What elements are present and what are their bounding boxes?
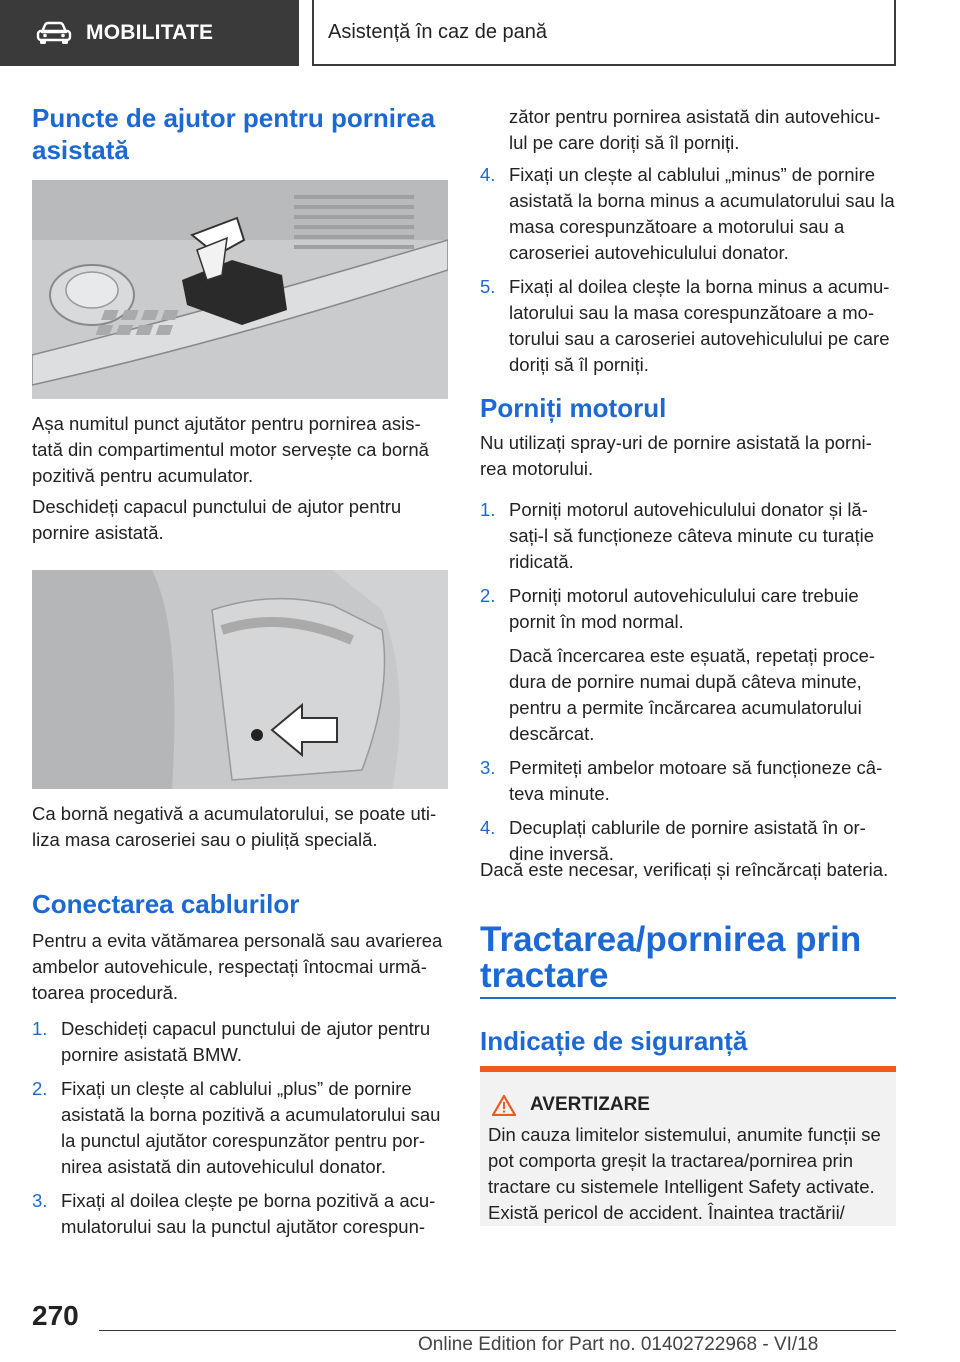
car-icon [36,21,72,45]
footer-edition: Online Edition for Part no. 01402722968 - VI/18 [418,1334,819,1355]
image1-caption: Așa numitul punct ajutător pentru pornirea asis‐tată din compartimentul motor servește ca bornă pozitivă pentru acumulator. [32,413,429,486]
start-steps-list [480,497,896,867]
engine-compartment-image [32,180,448,399]
ground-point-image [32,570,448,789]
heading-start-engine: Porniți motorul [480,393,667,423]
list-item: 5. Fixați al doilea clește la borna minus a acumu‐latorului sau la masa corespunzătoare a mo‐torului sau a caroseriei autovehiculului pe care doriți să îl porniți. [480,276,890,375]
open-cover-text: Deschideți capacul punctului de ajutor pentru pornire asistată. [32,496,402,543]
list-item: 2. Porniți motorul autovehiculului care trebuie pornit în mod normal. Dacă încercarea este eșuată, repetați proce‐dura de pornire numai după câteva minute, pentru a permite încărcarea acumulatorului descărcat. [480,583,896,747]
list-item: 3. Permiteți ambelor motoare să funcționeze câ‐teva minute. [480,757,883,804]
retry-note: Dacă încercarea este eșuată, repetați proce‐dura de pornire numai după câteva minute, pentru a permite încărcarea acumulatorului descărcat. [509,645,876,744]
chapter-tab[interactable] [312,0,896,66]
step3-continued: zător pentru pornirea asistată din autovehicu‐lul pe care doriți să îl porniți. [509,106,881,153]
connect-steps-list [32,1016,448,1240]
connect-intro: Pentru a evita vătămarea personală sau avarierea ambelor autovehicule, respectați întocmai urmă‐toarea procedură. [32,930,443,1003]
list-item: 2. Fixați un clește al cablului „plus” de pornire asistată la borna pozitivă a acumulatorului sau la punctul ajutător corespunzător pentru por‐nirea asistată din autovehiculul donator. [32,1078,441,1177]
heading-connect-cables: Conectarea cablurilor [32,889,300,919]
list-item: 3. Fixați al doilea clește pe borna pozitivă a acu‐mulatorului sau la punctul ajutător corespun‐ [32,1190,436,1237]
heading-jump-points: Puncte de ajutor pentru pornirea asistată [32,103,436,165]
image2-caption: Ca bornă negativă a acumulatorului, se poate uti‐liza masa caroseriei sau o piuliță specială. [32,803,437,850]
battery-note: Dacă este necesar, verificați și reîncărcați bateria. [480,859,889,880]
list-item: 1. Deschideți capacul punctului de ajutor pentru pornire asistată BMW. [32,1018,431,1065]
warning-triangle-icon [492,1094,516,1116]
page-number: 270 [32,1300,79,1331]
warning-box [480,1066,896,1226]
section-title: MOBILITATE [86,21,214,44]
warning-title-row [488,1094,888,1116]
list-item: 4. Decuplați cablurile de pornire asistată în or‐dine inversă. [480,817,866,864]
warning-title: AVERTIZARE [530,1094,650,1115]
connect-steps-list-cont [480,162,896,378]
list-item: 1. Porniți motorul autovehiculului donator și lă‐sați-l să funcționeze câteva minute cu turație ridicată. [480,499,875,572]
chapter-title: Asistență în caz de pană [328,20,548,43]
warning-text: Din cauza limitelor sistemului, anumite funcții se pot comporta greșit la tractarea/pornirea prin tractare cu sistemele Intelligent Safety activate. Există pericol de accident. Înaintea tractării/ [488,1124,881,1223]
footer-rule [99,1330,896,1331]
section-tab[interactable] [0,0,299,66]
heading-rule [480,997,896,999]
heading-towing: Tractarea/pornirea prin tractare [480,920,862,995]
start-intro: Nu utilizați spray-uri de pornire asistată la porni‐rea motorului. [480,432,872,479]
heading-safety: Indicație de siguranță [480,1026,748,1056]
list-item: 4. Fixați un clește al cablului „minus” de pornire asistată la borna minus a acumulatorului sau la masa corespunzătoare a motorului sau a caroseriei autovehiculului donator. [480,164,895,263]
